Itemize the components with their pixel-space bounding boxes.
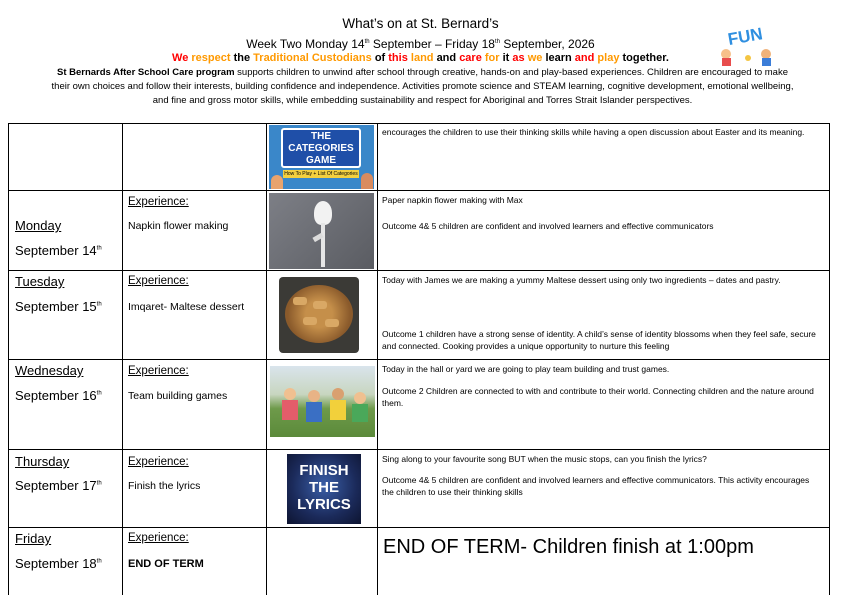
acknowledgement-word: respect — [191, 52, 234, 64]
table-row-friday — [9, 528, 830, 595]
experience-name: Finish the lyrics — [128, 480, 201, 492]
acknowledgement-word: learn — [545, 52, 575, 64]
outcome-text: Outcome 2 Children are connected to with and contribute to their world. Connecting children and the nature around them. — [382, 386, 814, 408]
acknowledgement-word: together. — [622, 52, 669, 64]
napkin-flower-image — [269, 193, 374, 269]
experience-name: Team building games — [128, 390, 228, 402]
experience-name: Imqaret- Maltese dessert — [128, 301, 245, 313]
acknowledgement-word: care — [459, 52, 485, 64]
notes-text: Today in the hall or yard we are going to play team building and trust games. — [382, 364, 670, 374]
table-row-tuesday — [9, 271, 830, 360]
table-row-thursday — [9, 450, 830, 528]
acknowledgement-word: Custodians — [311, 52, 375, 64]
acknowledgement-word: Traditional — [253, 52, 312, 64]
program-intro: St Bernards After School Care program supports children to unwind after school through creative, hands-on and play-based experiences. Children are encouraged to make their own choices and follow their interests, building confidence and independence. Activities promote science and STEAM learning, cognitive development, emotional wellbeing, and fine and gross motor skills, while embedding sustainability and respect for Aboriginal and Torres Strait Islander perspectives. — [51, 67, 794, 106]
acknowledgement-word: the — [233, 52, 254, 64]
acknowledgement-word: it — [502, 52, 513, 64]
acknowledgement-word: of — [374, 52, 389, 64]
notes-text: Paper napkin flower making with Max — [382, 195, 523, 205]
day-label: Tuesday — [15, 274, 65, 289]
date-label: September 17th — [15, 478, 102, 493]
week-range: Week Two Monday 14th September – Friday 18th September, 2026 — [246, 37, 595, 51]
experience-label: Experience: — [128, 196, 189, 208]
acknowledgement-line — [0, 52, 841, 64]
table-row — [9, 124, 830, 191]
date-label: September 14th — [15, 243, 102, 258]
acknowledgement-word: for — [484, 52, 503, 64]
weekly-table — [8, 123, 830, 595]
day-label: Monday — [15, 218, 62, 233]
table-row-monday — [9, 191, 830, 271]
notes-text: Sing along to your favourite song BUT when the music stops, can you finish the lyrics? — [382, 454, 707, 464]
day-label: Friday — [15, 531, 52, 546]
fun-logo — [718, 18, 774, 66]
day-label: Wednesday — [15, 363, 84, 378]
acknowledgement-word: we — [527, 52, 546, 64]
experience-name: END OF TERM — [128, 558, 204, 570]
acknowledgement-word: land — [410, 52, 437, 64]
notes-text: Today with James we are making a yummy Maltese dessert using only two ingredients – dates and pastry. — [382, 275, 781, 285]
end-of-term-note: END OF TERM- Children finish at 1:00pm — [383, 536, 754, 558]
experience-label: Experience: — [128, 456, 189, 468]
day-label: Thursday — [15, 454, 70, 469]
acknowledgement-word: as — [512, 52, 528, 64]
acknowledgement-word: and — [574, 52, 598, 64]
acknowledgement-word: and — [436, 52, 460, 64]
date-label: September 16th — [15, 388, 102, 403]
table-row-wednesday — [9, 360, 830, 450]
outcome-text: Outcome 4& 5 children are confident and involved learners and effective communicators. This activity encourages the children to use their thinking skills — [382, 475, 810, 497]
fun-logo-text: FUN — [726, 24, 765, 50]
acknowledgement-word: We — [172, 52, 192, 64]
acknowledgement-word: play — [597, 52, 623, 64]
page-title: What’s on at St. Bernard’s — [342, 16, 499, 31]
notes-text: encourages the children to use their thinking skills while having a open discussion about Easter and its meaning. — [382, 127, 805, 137]
experience-label: Experience: — [128, 365, 189, 377]
acknowledgement-word: this — [388, 52, 411, 64]
outcome-text: Outcome 4& 5 children are confident and involved learners and effective communicators — [382, 221, 714, 231]
categories-game-image: THE CATEGORIES GAME How To Play + List Of Categories — [269, 125, 374, 189]
experience-name: Napkin flower making — [128, 220, 229, 232]
date-label: September 18th — [15, 556, 102, 571]
finish-lyrics-image: FINISH THE LYRICS — [287, 454, 361, 524]
experience-label: Experience: — [128, 532, 189, 544]
date-label: September 15th — [15, 299, 102, 314]
outcome-text: Outcome 1 children have a strong sense of identity. A child’s sense of identity blossoms when they feel safe, secure and connected. Cooking provides a unique opportunity to nurture this feeling — [382, 329, 816, 351]
team-games-image — [270, 366, 375, 437]
experience-label: Experience: — [128, 275, 189, 287]
maltese-dessert-image — [279, 277, 359, 353]
